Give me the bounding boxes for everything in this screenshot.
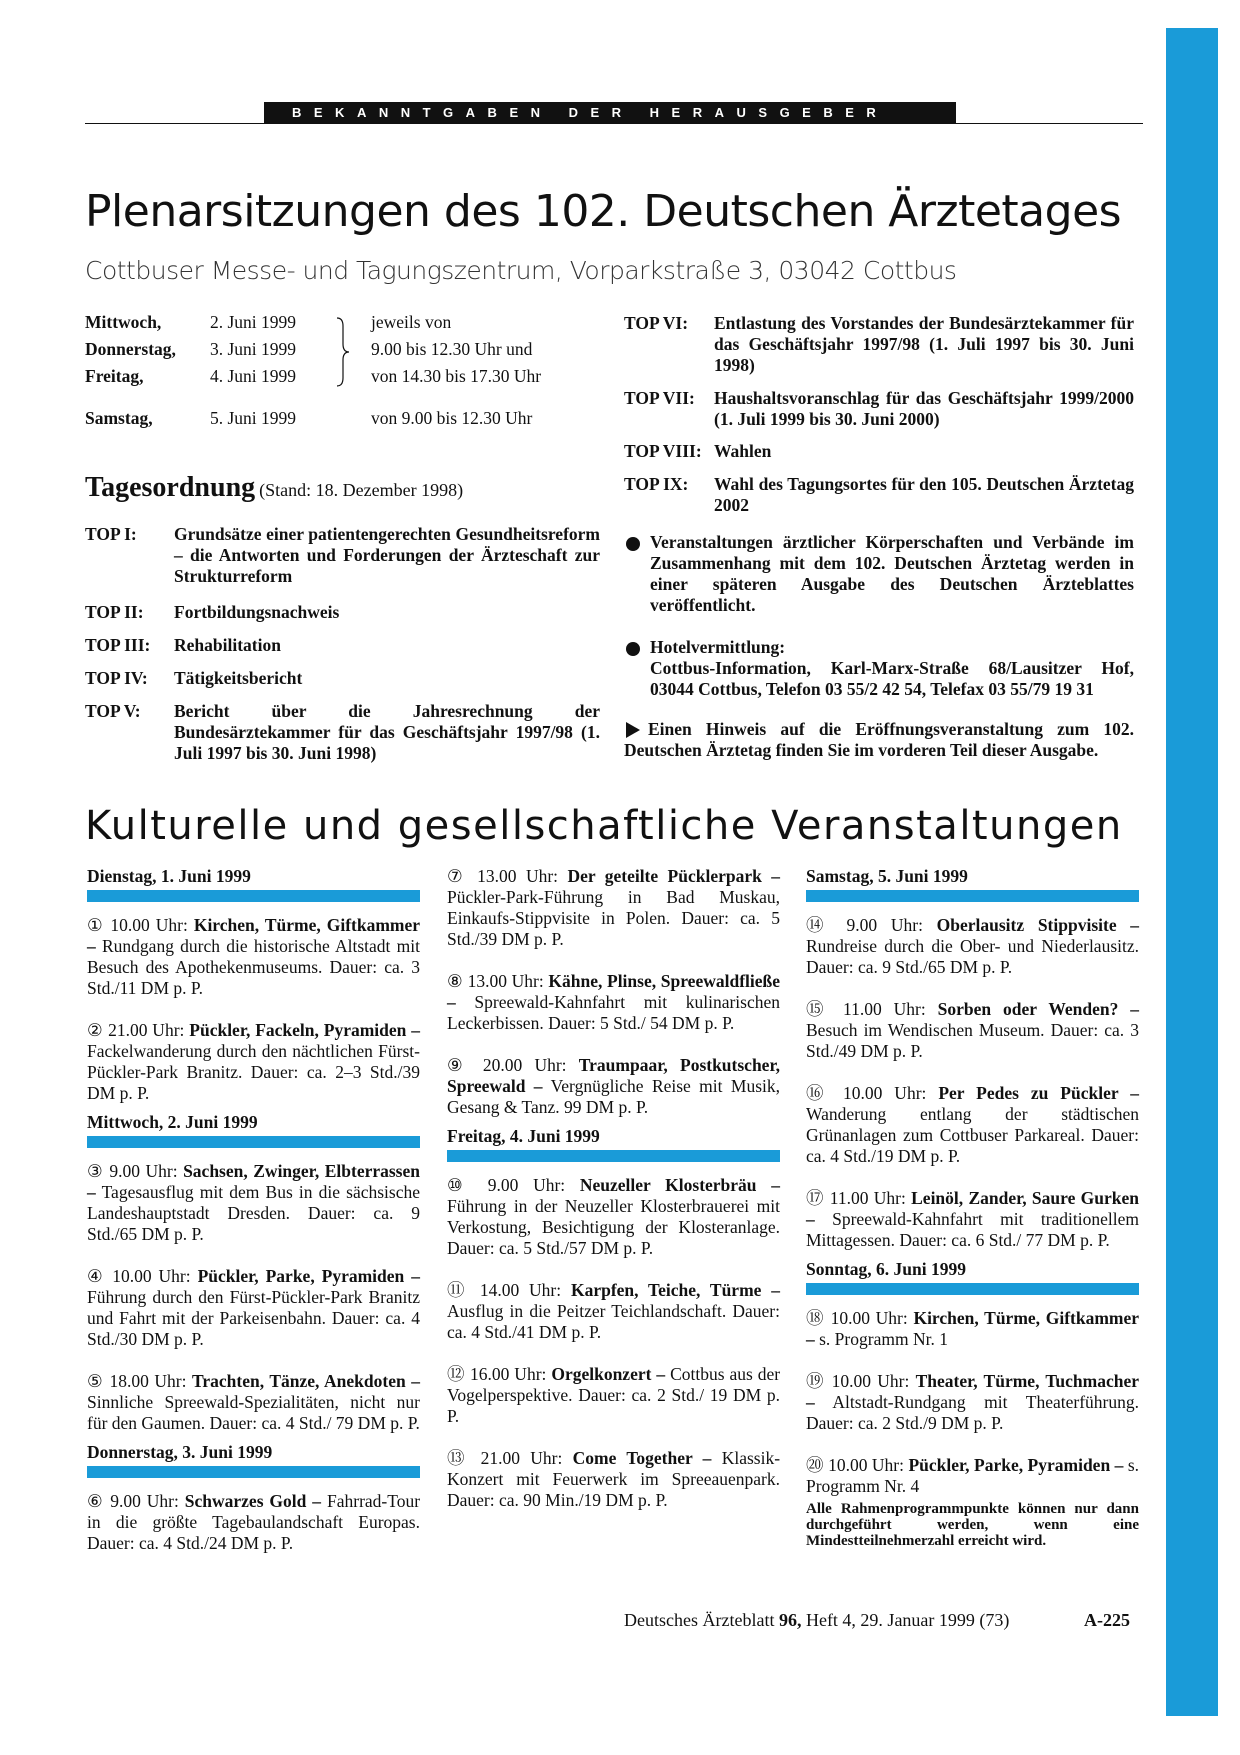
event-item [447,1055,780,1118]
event-item [806,1308,1139,1350]
event-title: Trachten, Tänze, Anekdoten – [192,1371,420,1391]
event-title: Kirchen, Türme, Giftkammer – [806,1308,1140,1349]
event-title: Der geteilte Pücklerpark – [567,866,781,886]
event-text: Spreewald-Kahnfahrt mit traditionellem Mittagessen. Dauer: ca. 6 Std./ 77 DM p. P. [806,1209,1139,1250]
event-time: 21.00 Uhr: [480,1448,563,1468]
event-number: ④ [87,1266,106,1286]
events-column-3 [806,866,1139,1549]
event-text: s. Programm Nr. 4 [806,1455,1140,1496]
event-number: ⑭ [806,915,833,935]
agenda-item-label: TOP VII: [624,388,695,408]
event-time: 20.00 Uhr: [482,1055,567,1075]
agenda-item [85,602,600,623]
agenda-item-label: TOP V: [85,701,141,721]
day-accent-bar [87,1136,420,1148]
event-title: Pückler, Fackeln, Pyramiden – [189,1020,421,1040]
schedule-time: von 9.00 bis 12.30 Uhr [371,408,533,428]
event-time: 9.00 Uhr: [487,1175,566,1195]
event-time: 10.00 Uhr: [110,915,188,935]
event-number: ⑧ [447,971,463,991]
day-accent-bar [87,890,420,902]
schedule-day: Mittwoch, [85,312,162,332]
day-heading: Dienstag, 1. Juni 1999 [87,866,251,886]
event-title: Kirchen, Türme, Giftkammer – [87,915,421,956]
event-time: 18.00 Uhr: [109,1371,187,1391]
hotel-title: Hotelvermittlung: [650,637,786,657]
event-item [87,1371,420,1434]
agenda-item [624,441,1134,462]
event-number: ⑮ [806,999,832,1019]
agenda-item-label: TOP VI: [624,313,689,333]
event-item [87,1020,420,1104]
agenda-title: Tagesordnung [85,472,256,503]
event-item [806,1188,1139,1251]
event-number: ⑱ [806,1308,825,1328]
event-title: Schwarzes Gold – [184,1491,322,1511]
associations-note: Veranstaltungen ärztlicher Körperschaften und Verbände im Zusammenhang mit dem 102. Deutschen Ärztetag werden in einer späteren Ausgabe des Deutschen Ärzteblattes veröffentlicht. [650,532,1134,615]
agenda-stand: (Stand: 18. Dezember 1998) [259,480,464,500]
event-number: ⑪ [447,1280,470,1300]
event-item [806,999,1139,1062]
event-number: ⑰ [806,1188,825,1208]
event-text: Vergnügliche Reise mit Musik, Gesang & Tanz. 99 DM p. P. [447,1076,780,1117]
opening-hint: Einen Hinweis auf die Eröffnungsveranstaltung zum 102. Deutschen Ärztetag finden Sie im vorderen Teil dieser Ausgabe. [624,719,1134,760]
journal-volume: 96, [778,1610,802,1630]
day-heading: Freitag, 4. Juni 1999 [447,1126,600,1146]
agenda-item-label: TOP II: [85,602,144,622]
events-column-2 [447,866,780,1532]
event-number: ⑩ [447,1175,474,1195]
event-time: 10.00 Uhr: [843,1083,927,1103]
agenda-heading [85,472,463,504]
event-title: Come Together – [572,1448,712,1468]
day-heading: Sonntag, 6. Juni 1999 [806,1259,966,1279]
schedule-day: Donnerstag, [85,339,176,359]
side-accent-bar [1166,28,1218,1716]
event-text: s. Programm Nr. 1 [819,1329,948,1349]
schedule-date: 3. Juni 1999 [210,339,297,359]
agenda-item-text: Tätigkeitsbericht [174,668,303,688]
agenda-item [85,701,600,764]
journal-name: Deutsches Ärzteblatt [624,1610,775,1630]
event-number: ⑫ [447,1364,466,1384]
event-time: 11.00 Uhr: [829,1188,906,1208]
day-heading: Donnerstag, 3. Juni 1999 [87,1442,273,1462]
event-text: Pückler-Park-Führung in Bad Muskau, Einkaufs-Stippvisite in Polen. Dauer: ca. 5 Std./39 DM p. P. [447,887,780,949]
event-time: 9.00 Uhr: [846,915,923,935]
event-number: ② [87,1020,104,1040]
agenda-item-label: TOP I: [85,524,137,544]
event-text: Rundgang durch die historische Altstadt mit Besuch des Apothekenmuseums. Dauer: ca. 3 Std./11 DM p. P. [87,936,420,998]
event-item [87,1266,420,1350]
event-time: 10.00 Uhr: [831,1371,910,1391]
event-time: 10.00 Uhr: [828,1455,904,1475]
agenda-item-text: Entlastung des Vorstandes der Bundesärztekammer für das Geschäftsjahr 1997/98 (1. Juli 1997 bis 30. Juni 1998) [714,313,1134,375]
event-text: Führung durch den Fürst-Pückler-Park Branitz und Fahrt mit der Parkeisenbahn. Dauer: ca. 4 Std./30 DM p. P. [87,1287,420,1349]
header-rule [85,123,1143,124]
event-number: ⑲ [806,1371,826,1391]
event-text: Wanderung entlang der städtischen Grünanlagen zum Cottbuser Parkareal. Dauer: ca. 4 Std./19 DM p. P. [806,1104,1139,1166]
schedule-time: von 14.30 bis 17.30 Uhr [371,366,542,386]
event-item [806,1083,1139,1167]
event-text: Klassik-Konzert mit Feuerwerk im Spreeauenpark. Dauer: ca. 90 Min./19 DM p. P. [447,1448,781,1510]
event-time: 13.00 Uhr: [477,866,559,886]
schedule-date: 5. Juni 1999 [210,408,297,428]
event-number: ⑦ [447,866,468,886]
event-item [447,866,780,950]
event-text: Fahrrad-Tour in die größte Tagebaulandschaft Europas. Dauer: ca. 4 Std./24 DM p. P. [87,1491,421,1553]
event-text: Führung in der Neuzeller Klosterbrauerei mit Verkostung, Besichtigung der Klosteranlage. Dauer: ca. 5 Std./57 DM p. P. [447,1196,780,1258]
event-title: Karpfen, Teiche, Türme – [570,1280,781,1300]
day-accent-bar [87,1466,420,1478]
hotel-info [650,637,1134,700]
agenda-item [624,388,1134,430]
event-item [447,1364,780,1427]
event-title: Pückler, Parke, Pyramiden – [197,1266,420,1286]
schedule-date: 4. Juni 1999 [210,366,297,386]
schedule-date: 2. Juni 1999 [210,312,297,332]
venue-subtitle: Cottbuser Messe- und Tagungszentrum, Vorparkstraße 3, 03042 Cottbus [85,256,957,285]
day-accent-bar [447,1150,780,1162]
schedule-day: Freitag, [85,366,144,386]
events-column-1 [87,866,420,1575]
culture-section-title: Kulturelle und gesellschaftliche Veranstaltungen [85,803,1123,849]
event-time: 10.00 Uhr: [112,1266,191,1286]
event-number: ⑯ [806,1083,832,1103]
event-time: 10.00 Uhr: [830,1308,908,1328]
event-title: Pückler, Parke, Pyramiden – [908,1455,1124,1475]
event-item [806,1371,1139,1434]
agenda-item-label: TOP VIII: [624,441,702,461]
agenda-item-text: Wahl des Tagungsortes für den 105. Deutschen Ärztetag 2002 [714,474,1134,515]
schedule-time: jeweils von [371,312,452,332]
event-item [806,915,1139,978]
event-number: ⑬ [447,1448,471,1468]
event-title: Per Pedes zu Pückler – [938,1083,1139,1103]
agenda-item-label: TOP IX: [624,474,689,494]
event-text: Altstadt-Rundgang mit Theaterführung. Dauer: ca. 2 Std./9 DM p. P. [806,1392,1139,1433]
curly-brace-icon [335,316,351,388]
agenda-item-text: Bericht über die Jahresrechnung der Bundesärztekammer für das Geschäftsjahr 1997/98 (1. Juli 1997 bis 30. Juni 1998) [174,701,600,763]
section-header-label: BEKANNTGABEN DER HERAUSGEBER [292,105,889,120]
event-title: Kähne, Plinse, Spreewaldfließe – [447,971,781,1012]
agenda-item-label: TOP IV: [85,668,148,688]
event-item [806,1455,1139,1497]
event-time: 14.00 Uhr: [479,1280,562,1300]
bullet-icon [626,642,640,656]
agenda-item [624,313,1134,376]
event-item [447,971,780,1034]
event-item [447,1280,780,1343]
agenda-item-text: Fortbildungsnachweis [174,602,340,622]
event-title: Sorben oder Wenden? – [937,999,1140,1019]
page-footer [624,1610,1130,1631]
agenda-item-text: Rehabilitation [174,635,281,655]
event-title: Neuzeller Klosterbräu – [579,1175,780,1195]
event-item [447,1448,780,1511]
event-item [87,1161,420,1245]
agenda-item-text: Haushaltsvoranschlag für das Geschäftsjahr 1999/2000 (1. Juli 1999 bis 30. Juni 2000) [714,388,1134,429]
event-text: Fackelwanderung durch den nächtlichen Fürst-Pückler-Park Branitz. Dauer: ca. 2–3 Std./39 DM p. P. [87,1041,420,1103]
hotel-text: Cottbus-Information, Karl-Marx-Straße 68/Lausitzer Hof, 03044 Cottbus, Telefon 03 55/2 42 54, Telefax 03 55/79 19 31 [650,658,1134,699]
agenda-item [85,524,600,587]
event-text: Spreewald-Kahnfahrt mit kulinarischen Leckerbissen. Dauer: 5 Std./ 54 DM p. P. [447,992,780,1033]
event-title: Oberlausitz Stippvisite – [936,915,1140,935]
day-heading: Mittwoch, 2. Juni 1999 [87,1112,258,1132]
journal-issue: Heft 4, 29. Januar 1999 (73) [805,1610,1010,1630]
event-title: Sachsen, Zwinger, Elbterrassen – [87,1161,420,1202]
event-time: 21.00 Uhr: [108,1020,185,1040]
agenda-item [624,474,1134,516]
event-number: ① [87,915,105,935]
day-accent-bar [806,1283,1139,1295]
page-number: A-225 [1084,1610,1130,1630]
event-number: ⑳ [806,1455,824,1475]
schedule-time: 9.00 bis 12.30 Uhr und [371,339,533,359]
event-title: Theater, Türme, Tuchmacher – [806,1371,1140,1412]
event-item [87,1491,420,1554]
day-heading: Samstag, 5. Juni 1999 [806,866,968,886]
event-time: 16.00 Uhr: [470,1364,547,1384]
agenda-item [85,635,600,656]
schedule-day: Samstag, [85,408,153,428]
agenda-item-text: Wahlen [714,441,772,461]
event-text: Cottbus aus der Vogelperspektive. Dauer: ca. 2 Std./ 19 DM p. P. [447,1364,781,1426]
day-accent-bar [806,890,1139,902]
event-text: Ausflug in die Peitzer Teichlandschaft. Dauer: ca. 4 Std./41 DM p. P. [447,1301,780,1342]
section-header-band [264,102,956,124]
event-time: 9.00 Uhr: [110,1491,179,1511]
event-text: Sinnliche Spreewald-Spezialitäten, nicht nur für den Gaumen. Dauer: ca. 4 Std./ 79 DM p. P. [87,1392,420,1433]
bullet-icon [626,537,640,551]
event-number: ⑥ [87,1491,105,1511]
page-title: Plenarsitzungen des 102. Deutschen Ärztetages [85,186,1122,237]
event-text: Tagesausflug mit dem Bus in die sächsische Landeshauptstadt Dresden. Dauer: ca. 9 Std./65 DM p. P. [87,1182,421,1244]
event-item [447,1175,780,1259]
event-title: Leinöl, Zander, Saure Gurken – [806,1188,1139,1229]
event-title: Traumpaar, Postkutscher, Spreewald – [447,1055,780,1096]
participation-note: Alle Rahmenprogrammpunkte können nur dann durchgeführt werden, wenn eine Mindestteilnehmerzahl erreicht wird. [806,1501,1139,1549]
event-time: 11.00 Uhr: [842,999,926,1019]
agenda-item-text: Grundsätze einer patientengerechten Gesundheitsreform – die Antworten und Forderungen der Ärzteschaft zur Strukturreform [174,524,600,586]
event-number: ③ [87,1161,104,1181]
event-item [87,915,420,999]
event-number: ⑨ [447,1055,471,1075]
agenda-item [85,668,600,689]
event-text: Rundreise durch die Ober- und Niederlausitz. Dauer: ca. 9 Std./65 DM p. P. [806,936,1139,977]
agenda-item-label: TOP III: [85,635,151,655]
event-time: 9.00 Uhr: [109,1161,178,1181]
event-text: Besuch im Wendischen Museum. Dauer: ca. 3 Std./49 DM p. P. [806,1020,1139,1061]
event-title: Orgelkonzert – [551,1364,666,1384]
event-number: ⑤ [87,1371,104,1391]
event-time: 13.00 Uhr: [467,971,544,991]
